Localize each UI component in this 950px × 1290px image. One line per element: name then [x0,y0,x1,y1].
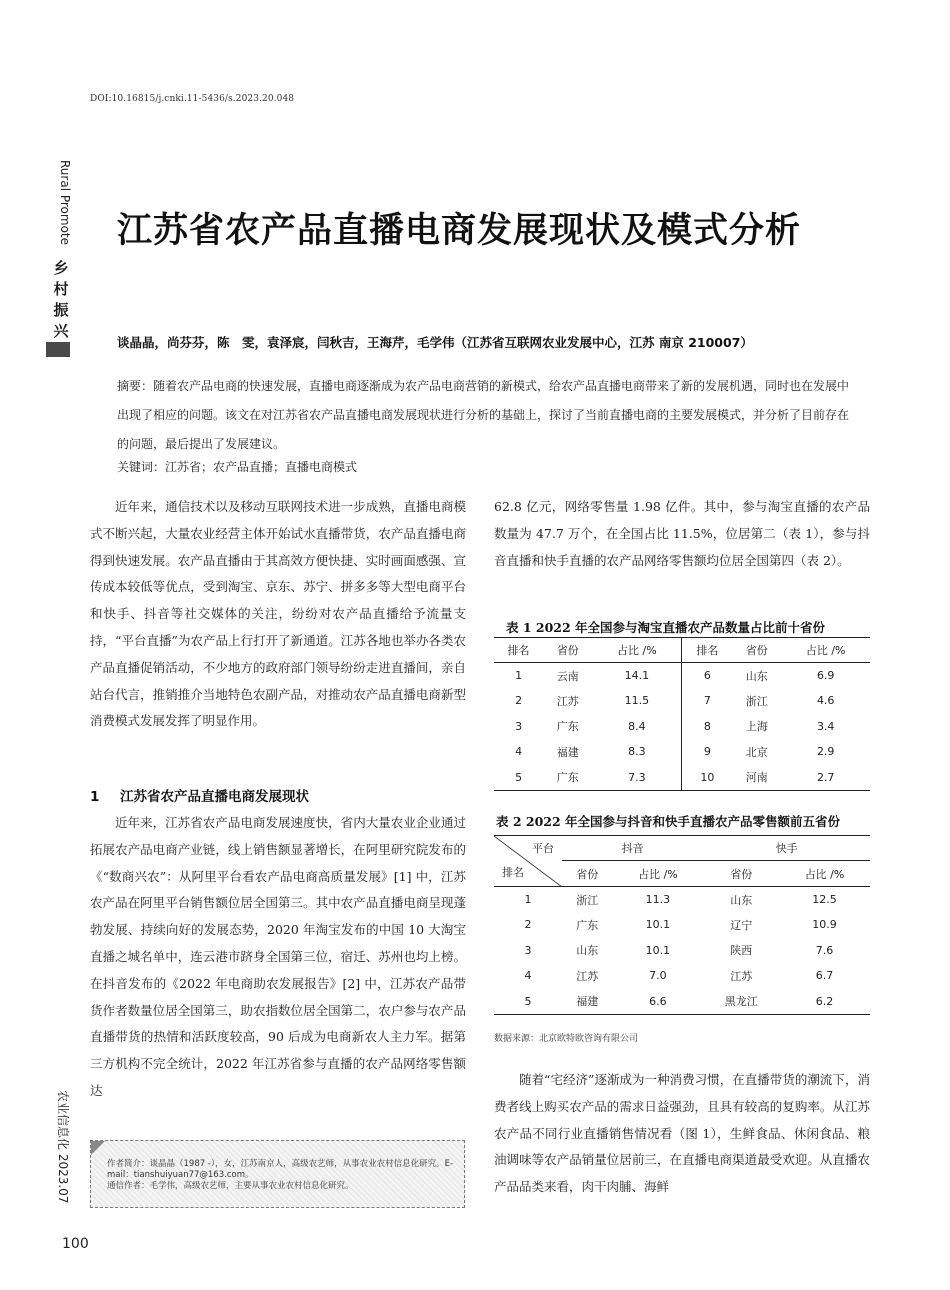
author-info-box [90,1140,465,1208]
paper-title: 江苏省农产品直播电商发展现状及模式分析 [117,211,802,251]
table-row: 2 广东 10.1 辽宁 10.9 [524,918,837,932]
table-row: 3 山东 10.1 陕西 7.6 [524,943,834,958]
table-row: 5 福建 6.6 黑龙江 6.2 [524,994,834,1008]
right-paragraph-2: 随着“宅经济”逐渐成为一种消费习惯，在直播带货的潮流下，消费者线上购买农产品的需求日益强劲，且具有较高的复购率。从江苏农产品不同行业直播销售情况看（图 1），生鲜食品、休闲食品、粮油调味等农产品销量位居前三，在直播电商渠道最受欢迎。从直播农产品品类来看，肉干肉脯、海鲜 [494,1072,870,1195]
box-corner-mark [91,1141,105,1155]
intro-paragraph: 近年来，通信技术以及移动互联网技术进一步成熟，直播电商模式不断兴起，大量农业经营主体开始试水直播带货，农产品直播电商得到快速发展。农产品直播由于其高效方便快捷、实时画面感强、宣传成本较低等优点，受到淘宝、京东、苏宁、拼多多等大型电商平台和快手、抖音等社交媒体的关注，纷纷对农产品直播给予流量支持，“平台直播”为农产品上行打开了新通道。江苏各地也举办各类农产品直播促销活动，不少地方的政府部门领导纷纷走进直播间，亲自站台代言，推销推介当地特色农副产品，对推动农产品直播电商新型消费模式发展发挥了明显作用。 [90,499,466,729]
side-journal: 农业信息化 2023.07 [56,1090,70,1204]
page-number: 100 [62,1236,89,1252]
table-row: 4 江苏 7.0 江苏 6.7 [524,969,834,983]
table-row: 1 浙江 11.3 山东 12.5 [524,893,837,907]
keywords: 关键词：江苏省；农产品直播；直播电商模式 [117,460,358,474]
right-paragraph-1: 62.8 亿元，网络零售量 1.98 亿件。其中，参与淘宝直播的农产品数量为 47.7 万个，在全国占比 11.5%，位居第二（表 1），参与抖音直播和快手直播的农产品网络零售额均位居全国第四（表 2）。 [494,499,870,568]
abstract: 摘要：随着农产品电商的快速发展，直播电商逐渐成为农产品电商营销的新模式，给农产品直播电商带来了新的发展机遇，同时也在发展中出现了相应的问题。该文在对江苏省农产品直播电商发展现状进行分析的基础上，探讨了当前直播电商的主要发展模式，并分析了目前存在的问题，最后提出了发展建议。 [117,379,850,451]
table-row: 5 广东 7.3 10 河南 2.7 [494,765,870,791]
table-row: 3 广东 8.4 8 上海 3.4 [494,714,870,740]
table-row: 4 福建 8.3 9 北京 2.9 [494,739,870,765]
authors: 谈晶晶，尚芬芬，陈 雯，袁泽宸，闫秋吉，王海芹，毛学伟（江苏省互联网农业发展中心，江苏 南京 210007） [117,335,753,350]
table-row: 1 云南 14.1 6 山东 6.9 [494,663,870,689]
section-paragraph: 近年来，江苏省农产品电商发展速度快，省内大量农业企业通过拓展农产品电商产业链，线上销售额显著增长，在阿里研究院发布的《“数商兴农”：从阿里平台看农产品电商高质量发展》[1] 中，江苏农产品在阿里平台销售额位居全国第三。其中农产品直播电商呈现蓬勃发展、持续向好的发展态势，2020 年淘宝发布的中国 10 大淘宝直播之城名单中，连云港市跻身全国第三位，宿迁、苏州也均上榜。在抖音发布的《2022 年电商助农发展报告》[2] 中，江苏农产品带货作者数量位居全国第三，助农指数位居全国第二，农户参与农产品直播带货的热情和活跃度较高，90 后成为电商新农人主力军。据第三方机构不完全统计，2022 年江苏省参与直播的农产品网络零售额达 [90,815,466,1098]
author-bio: 作者简介：谈晶晶（1987 -），女，江苏南京人，高级农艺师，从事农业农村信息化研究。E-mail：tianshuiyuan77@163.com。 [107,1159,454,1180]
table2-corner: 平台 排名 [494,836,562,887]
corresponding-author: 通信作者：毛学伟，高级农艺师，主要从事农业农村信息化研究。 [107,1181,354,1191]
data-source-note: 数据来源：北京欧特欧咨询有限公司 [494,1034,639,1044]
table-row: 2 江苏 11.5 7 浙江 4.6 [494,688,870,714]
doi: DOI:10.16815/j.cnki.11-5436/s.2023.20.048 [90,94,295,104]
section-heading: 1 江苏省农产品直播电商发展现状 [90,789,309,805]
side-section-en: Rural Promote [58,160,72,245]
table1: 排名 省份 占比 /% 排名 省份 占比 /% 1 云南 14.1 6 山东 6.9 2 江苏 11.5 7 浙江 4.6 3 广东 8.4 8 上海 3.4 4 福建 8.3 9 北京 2.9 5 广东 7.3 10 河南 2.7 [494,637,870,791]
table1-caption: 表 1 2022 年全国参与淘宝直播农产品数量占比前十省份 [506,620,826,635]
side-bar [46,342,70,357]
table2: 平台 排名 抖音 快手 省份 占比 /% 省份 占比 /% 1 浙江 11.3 山东 12.5 2 广东 10.1 辽宁 10.9 3 山东 10.1 陕西 7.6 4 江苏 7.0 江苏 6.7 5 福建 6.6 黑龙江 6.2 [494,835,870,1015]
side-section-cn: 乡 村 振 兴 [53,259,69,340]
table2-caption: 表 2 2022 年全国参与抖音和快手直播农产品零售额前五省份 [496,814,841,829]
